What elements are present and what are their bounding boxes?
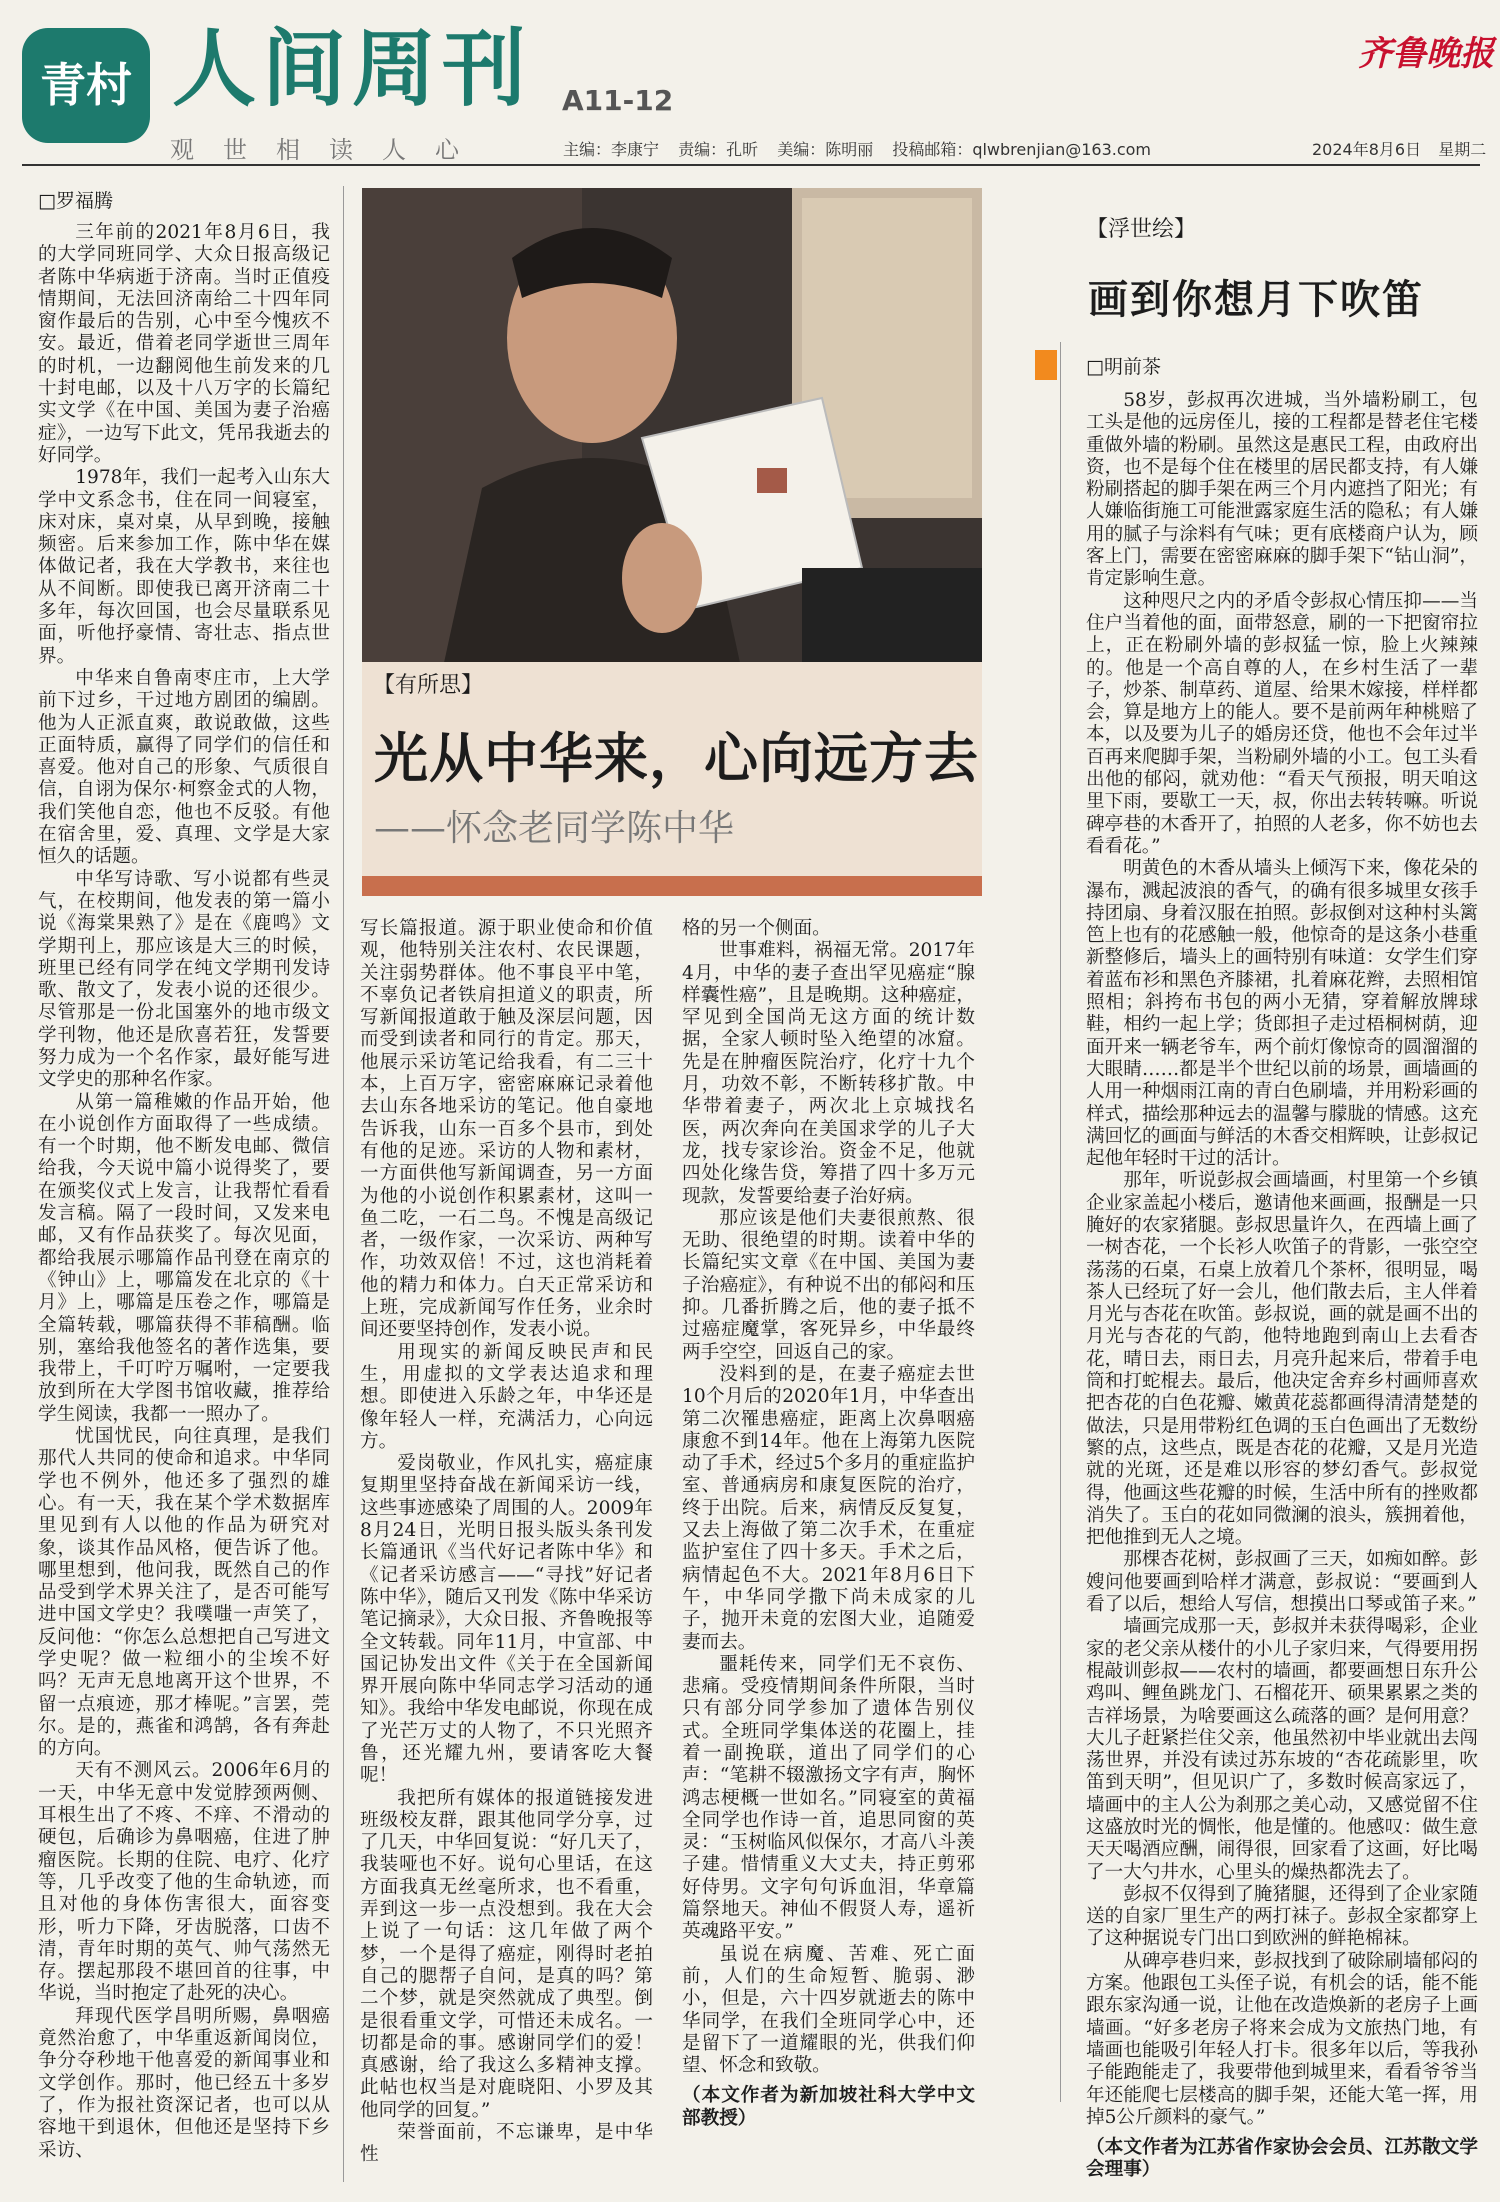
left-article-column-1 [38,222,330,2182]
right-article-kicker: 【浮世绘】 [1086,217,1197,242]
paragraph: 拜现代医学昌明所赐，鼻咽癌竟然治愈了，中华重返新闻岗位，争分夺秒地干他喜爱的新闻事业和文学创作。那时，他已经五十多岁了，作为报社资深记者，也可以从容地干到退休，但他还是坚持下乡采访、 [38,2005,330,2161]
right-article-accent-block [1035,350,1057,380]
right-article-divider [1060,342,1061,2102]
art-editor-credit: 美编：陈明丽 [777,140,874,159]
duty-editor-credit: 责编：孔昕 [678,140,759,159]
author-note: （本文作者为江苏省作家协会会员、江苏散文学会理事） [1086,2137,1478,2181]
left-article-column-3 [682,918,975,2182]
left-article-kicker: 【有所思】 [373,673,484,698]
paragraph: 我把所有媒体的报道链接发进班级校友群，跟其他同学分享，过了几天，中华回复说：“好几天了，我装哑也不好。说句心里话，在这方面我真无丝毫所求，也不看重，弄到这一步一点没想到。我在大会上说了一句话：这几年做了两个梦，一个是得了癌症，刚得时老拍自己的腮帮子自问，是真的吗？第二个梦，就是突然就成了典型。倒是很看重文学，可惜还未成名。一切都是命的事。感谢同学们的爱！真感谢，给了我这么多精神支撑。此帖也权当是对鹿晓阳、小罗及其他同学的回复。” [360,1787,653,2121]
paragraph: 世事难料，祸福无常。2017年4月，中华的妻子查出罕见癌症“腺样囊性癌”，且是晚期。这种癌症，罕见到全国尚无这方面的统计数据，全家人顿时坠入绝望的冰窟。先是在肿瘤医院治疗，化疗十九个月，功效不彰，不断转移扩散。中华带着妻子，两次北上京城找名医，两次奔向在美国求学的儿子大龙，找专家诊治。资金不足，他就四处化缘告贷，筹措了四十多万元现款，发誓要给妻子治好病。 [682,940,975,1207]
paragraph: 明黄色的木香从墙头上倾泻下来，像花朵的瀑布，溅起波浪的香气，的确有很多城里女孩手持团扇、身着汉服在拍照。彭叔倒对这种村头篱笆上也有的花感触一般，他惊奇的是这条小巷重新整修后，墙头上的画特别有味道：女学生们穿着蓝布衫和黑色齐膝裙，扎着麻花辫，去照相馆照相；斜挎布书包的两小无猜，穿着解放牌球鞋，相约一起上学；货郎担子走过梧桐树荫，迎面开来一辆老爷车，两个前灯像惊奇的圆溜溜的大眼睛……都是半个世纪以前的场景，画墙画的人用一种烟雨江南的青白色刷墙，并用粉彩画的样式，描绘那种远去的温馨与朦胧的情感。这充满回忆的画面与鲜活的木香交相辉映，让彭叔记起他年轻时干过的活计。 [1086,858,1478,1170]
paragraph: 这种咫尺之内的矛盾令彭叔心情压抑——当住户当着他的面，面带怒意，刷的一下把窗帘拉上，正在粉刷外墙的彭叔猛一惊，脸上火辣辣的。他是一个高自尊的人，在乡村生活了一辈子，炒茶、制草药、道屋、给果木嫁接，样样都会，算是地方上的能人。要不是前两年种桃赔了本，以及要为儿子的婚房还贷，他也不会年过半百再来爬脚手架，当粉刷外墙的小工。包工头看出他的郁闷，就劝他：“看天气预报，明天咱这里下雨，要歇工一天，叔，你出去转转嘛。听说碑亭巷的木香开了，拍照的人老多，你不妨也去看看花。” [1086,590,1478,857]
paragraph: 虽说在病魔、苦难、死亡面前，人们的生命短暂、脆弱、渺小，但是，六十四岁就逝去的陈中华同学，在我们全班同学心中，还是留下了一道耀眼的光，供我们仰望、怀念和致敬。 [682,1943,975,2077]
paragraph: 那棵杏花树，彭叔画了三天，如痴如醉。彭嫂问他要画到哈样才满意，彭叔说：“要画到人看了以后，想给人写信，想摸出口琴或笛子来。” [1086,1549,1478,1616]
paragraph: 那应该是他们夫妻很煎熬、很无助、很绝望的时期。读着中华的长篇纪实文章《在中国、美国为妻子治癌症》，有种说不出的郁闷和压抑。几番折腾之后，他的妻子抵不过癌症魔掌，客死异乡，中华最终两手空空，回返自己的家。 [682,1207,975,1363]
paragraph: 从碑亭巷归来，彭叔找到了破除刷墙郁闷的方案。他跟包工头侄子说，有机会的话，能不能跟东家沟通一说，让他在改造焕新的老房子上画墙画。“好多老房子将来会成为文旅热门地，有墙画也能吸引年轻人打卡。很多年以后，等我孙子能跑能走了，我要带他到城里来，看看爷爷当年还能爬七层楼高的脚手架，还能大笔一挥，用掉5公斤颜料的豪气。” [1086,1950,1478,2128]
editor-credit: 主编：李康宁 [563,140,660,159]
paragraph: 用现实的新闻反映民声和民生，用虚拟的文学表达追求和理想。即使进入乐龄之年，中华还是像年轻人一样，充满活力，心向远方。 [360,1341,653,1452]
column-logo: 青村 [22,28,150,143]
left-article-subheadline: ——怀念老同学陈中华 [374,808,735,849]
paragraph: 没料到的是，在妻子癌症去世10个月后的2020年1月，中华查出第二次罹患癌症，距离上次鼻咽癌康愈不到14年。他在上海第九医院动了手术，经过5个多月的重症监护室、普通病房和康复医院的治疗，终于出院。后来，病情反反复复，又去上海做了第二次手术，在重症监护室住了四十多天。手术之后，病情起色不大。2021年8月6日下午，中华同学撒下尚未成家的儿子，抛开未竟的宏图大业，追随爱妻而去。 [682,1363,975,1653]
right-article-byline: □明前茶 [1086,356,1161,378]
paragraph: 三年前的2021年8月6日，我的大学同班同学、大众日报高级记者陈中华病逝于济南。当时正值疫情期间，无法回济南给二十四年同窗作最后的告别，心中至今愧疚不安。最近，借着老同学逝世三周年的时机，一边翻阅他生前发来的几十封电邮，以及十八万字的长篇纪实文学《在中国、美国为妻子治癌症》，一边写下此文，凭吊我逝去的好同学。 [38,222,330,466]
paragraph: 天有不测风云。2006年6月的一天，中华无意中发觉脖颈两侧、耳根生出了不疼、不痒、不滑动的硬包，后确诊为鼻咽癌，住进了肿瘤医院。长期的住院、电疗、化疗等，几乎改变了他的生命轨迹，而且对他的身体伤害很大，面容变形，听力下降，牙齿脱落，口齿不清，青年时期的英气、帅气荡然无存。摆起那段不堪回首的往事，中华说，当时抱定了赴死的决心。 [38,1760,330,2005]
paragraph: 彭叔不仅得到了腌猪腿，还得到了企业家随送的自家厂里生产的两打袜子。彭叔全家都穿上了这种据说专门出口到欧洲的鲜艳棉袜。 [1086,1883,1478,1950]
paragraph: 爱岗敬业，作风扎实，癌症康复期里坚持奋战在新闻采访一线，这些事迹感染了周围的人。2009年8月24日，光明日报头版头条刊发长篇通讯《当代好记者陈中华》和《记者采访感言——“寻找”好记者陈中华》，随后又刊发《陈中华采访笔记摘录》，大众日报、齐鲁晚报等全文转载。同年11月，中宣部、中国记协发出文件《关于在全国新闻界开展向陈中华同志学习活动的通知》。我给中华发电邮说，你现在成了光芒万丈的人物了，不只光照齐鲁，还光耀九州，要请客吃大餐呢！ [360,1453,653,1787]
paragraph: 墙画完成那一天，彭叔并未获得喝彩，企业家的老父亲从楼什的小儿子家归来，气得要用拐棍敲训彭叔——农村的墙画，都要画想日东升公鸡叫、鲤鱼跳龙门、石榴花开、硕果累累之类的吉祥场景，为啥要画这么疏落的画？是何用意？大儿子赶紧拦住父亲，他虽然初中毕业就出去闯荡世界，并没有读过苏东坡的“杏花疏影里，吹笛到天明”，但见识广了，多数时候高家远了，墙画中的主人公为刹那之美心动，又感觉留不住这盛放时光的惆怅，他是懂的。他感叹：做生意天天喝酒应酬，闹得很，回家看了这画，好比喝了一大勺井水，心里头的燥热都洗去了。 [1086,1616,1478,1883]
weekday-text: 星期二 [1438,140,1487,159]
author-note: （本文作者为新加坡社科大学中文部教授） [682,2085,975,2129]
paragraph: 荣誉面前，不忘谦卑，是中华性 [360,2122,653,2166]
headline-accent-bar [362,876,982,896]
left-article-byline: □罗福腾 [38,190,113,212]
newspaper-brand: 齐鲁晚报 [1358,34,1494,74]
column-divider [343,186,344,2182]
paragraph: 噩耗传来，同学们无不哀伤、悲痛。受疫情期间条件所限，当时只有部分同学参加了遗体告别仪式。全班同学集体送的花圈上，挂着一副挽联，道出了同学们的心声：“笔耕不辍激扬文字有声，胸怀鸿志梗概一世如名。”同寝室的黄福全同学也作诗一首，追思同窗的英灵：“玉树临风似保尔，才高八斗羡子建。惜情重义大丈夫，持正剪邪好侍男。文字句句诉血泪，华章篇篇祭地天。神仙不假贤人寿，遥祈英魂路平安。” [682,1653,975,1943]
left-article-column-2 [360,918,653,2182]
supplement-title: 人间周刊 [172,19,533,118]
staff-line [563,137,1165,160]
portrait-photo-illustration [362,188,982,672]
paragraph: 从第一篇稚嫩的作品开始，他在小说创作方面取得了一些成绩。有一个时期，他不断发电邮、微信给我，今天说中篇小说得奖了，要在颁奖仪式上发言，让我帮忙看看发言稿。隔了一段时间，又发来电邮，又有作品获奖了。每次见面，都给我展示哪篇作品刊登在南京的《钟山》上，哪篇发在北京的《十月》上，哪篇是压卷之作，哪篇是全篇转载，哪篇获得不菲稿酬。临别，塞给我他签名的著作选集，要我带上，千叮咛万嘱咐，一定要我放到所在大学图书馆收藏，推荐给学生阅读，我都一一照办了。 [38,1091,330,1425]
portrait-photo [362,188,982,672]
paragraph: 中华写诗歌、写小说都有些灵气，在校期间，他发表的第一篇小说《海棠果熟了》是在《鹿鸣》文学期刊上，那应该是大三的时候，班里已经有同学在纯文学期刊发诗歌、散文了，发表小说的还很少。尽管那是一份北国塞外的地市级文学刊物，他还是欣喜若狂，发誓要努力成为一个名作家，最好能写进文学史的那种名作家。 [38,868,330,1091]
submission-email: 投稿邮箱：qlwbrenjian@163.com [892,140,1152,159]
date-text: 2024年8月6日 [1312,140,1422,159]
paragraph: 58岁，彭叔再次进城，当外墙粉刷工，包工头是他的远房侄儿，接的工程都是替老住宅楼重做外墙的粉刷。虽然这是惠民工程，由政府出资，也不是每个住在楼里的居民都支持，有人嫌粉刷搭起的脚手架在两三个月内遮挡了阳光；有人嫌临街施工可能泄露家庭生活的隐私；有人嫌用的腻子与涂料有气味；更有底楼商户认为，顾客上门，需要在密密麻麻的脚手架下“钻山洞”，肯定影响生意。 [1086,390,1478,590]
right-article-column [1086,390,1478,2182]
paragraph: 1978年，我们一起考入山东大学中文系念书，住在同一间寝室，床对床，桌对桌，从早到晚，接触频密。后来参加工作，陈中华在媒体做记者，我在大学教书，来往也从不间断。即使我已离开济南二十多年，每次回国，也会尽量联系见面，听他抒豪情、寄壮志、指点世界。 [38,467,330,667]
paragraph: 格的另一个侧面。 [682,918,831,939]
right-article-headline: 画到你想月下吹笛 [1088,276,1424,323]
supplement-slogan: 观世相读人心 [170,136,488,164]
paragraph: 中华来自鲁南枣庄市，上大学前下过乡，干过地方剧团的编剧。他为人正派直爽，敢说敢做，这些正面特质，赢得了同学们的信任和喜爱。他对自己的形象、气质很自信，自诩为保尔·柯察金式的人物，我们笑他自恋，他也不反驳。有他在宿舍里，爱、真理、文学是大家恒久的话题。 [38,667,330,868]
paragraph: 忧国忧民，向往真理，是我们那代人共同的使命和追求。中华同学也不例外，他还多了强烈的雄心。有一天，我在某个学术数据库里见到有人以他的作品为研究对象，谈其作品风格，便告诉了他。哪里想到，他问我，既然自己的作品受到学术界关注了，是否可能写进中国文学史？我噗嗤一声笑了，反问他：“你怎么总想把自己写进文学史呢？做一粒细小的尘埃不好吗？无声无息地离开这个世界，不留一点痕迹，那才棒呢。”言罢，莞尔。是的，燕雀和鸿鹄，各有奔赴的方向。 [38,1426,330,1760]
page-numbers: A11-12 [562,84,674,117]
issue-date [1312,137,1498,160]
masthead-rule [22,164,1480,166]
paragraph: 那年，听说彭叔会画墙画，村里第一个乡镇企业家盖起小楼后，邀请他来画画，报酬是一只腌好的农家猪腿。彭叔思量许久，在西墙上画了一树杏花，一个长衫人吹笛子的背影，一张空空荡荡的石桌，石桌上放着几个茶杯，很明显，喝茶人已经玩了好一会儿，他们散去后，主人伴着月光与杏花在吹笛。彭叔说，画的就是画不出的月光与杏花的气韵，他特地跑到南山上去看杏花，晴日去，雨日去，月亮升起来后，带着手电筒和打蛇棍去。最后，他决定舍弃乡村画师喜欢把杏花的白色花瓣、嫩黄花蕊都画得清清楚楚的做法，只是用带粉红色调的玉白色画出了无数纷繁的点，这些点，既是杏花的花瓣，又是月光造就的光斑，还是难以形容的梦幻香气。彭叔觉得，他画这些花瓣的时候，生活中所有的挫败都消失了。玉白的花如同微澜的浪头，簇拥着他，把他推到无人之境。 [1086,1170,1478,1549]
paragraph: 写长篇报道。源于职业使命和价值观，他特别关注农村、农民课题，关注弱势群体。他不事良平中笔，不辜负记者铁肩担道义的职责，所写新闻报道敢于触及深层问题，因而受到读者和同行的肯定。那天，他展示采访笔记给我看，有二三十本，上百万字，密密麻麻记录着他去山东各地采访的笔记。他自豪地告诉我，山东一百多个县市，到处有他的足迹。采访的人物和素材，一方面供他写新闻调查，另一方面为他的小说创作积累素材，这叫一鱼二吃，一石二鸟。不愧是高级记者，一级作家，一次采访、两种写作，功效双倍！不过，这也消耗着他的精力和体力。白天正常采访和上班，完成新闻写作任务，业余时间还要坚持创作，发表小说。 [360,918,653,1341]
left-article-headline: 光从中华来，心向远方去 [374,726,979,790]
